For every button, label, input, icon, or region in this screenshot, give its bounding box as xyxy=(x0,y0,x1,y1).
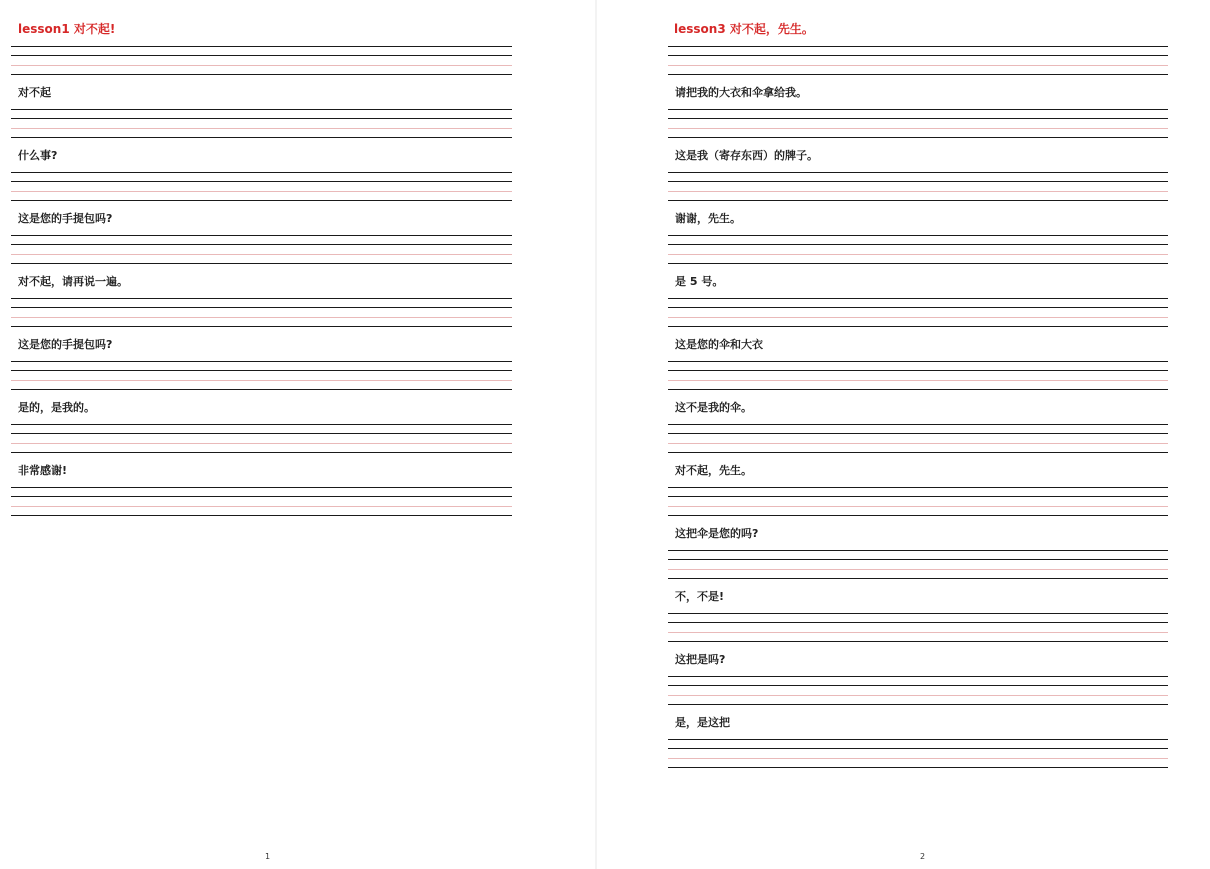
sentence: 这是您的手提包吗? xyxy=(18,338,113,351)
line-group xyxy=(668,361,1168,424)
line-group xyxy=(11,361,512,424)
line-group xyxy=(668,235,1168,298)
sentence: 这不是我的伞。 xyxy=(675,401,752,414)
page-number: 2 xyxy=(920,852,926,861)
page-gutter xyxy=(595,0,597,869)
lesson-title: lesson3 对不起，先生。 xyxy=(674,22,814,36)
line-group xyxy=(11,424,512,487)
sentence: 是，是这把 xyxy=(675,716,730,729)
line-group xyxy=(668,424,1168,487)
line-group xyxy=(11,46,512,109)
line-group xyxy=(668,739,1168,802)
sentence: 对不起，请再说一遍。 xyxy=(18,275,128,288)
sentence: 这是您的伞和大衣 xyxy=(675,338,763,351)
writing-lines xyxy=(668,46,1168,802)
line-group xyxy=(668,298,1168,361)
line-group xyxy=(11,487,512,550)
sentence: 什么事? xyxy=(18,149,58,162)
line-group xyxy=(11,109,512,172)
sentence: 谢谢，先生。 xyxy=(675,212,741,225)
line-group xyxy=(668,613,1168,676)
lesson-title: lesson1 对不起! xyxy=(18,22,116,36)
page-2 xyxy=(598,0,1210,869)
sentence: 不，不是! xyxy=(675,590,725,603)
line-group xyxy=(668,172,1168,235)
sentence: 对不起，先生。 xyxy=(675,464,752,477)
line-group xyxy=(668,46,1168,109)
line-group xyxy=(668,109,1168,172)
sentence: 这是我（寄存东西）的牌子。 xyxy=(675,149,818,162)
sentence: 对不起 xyxy=(18,86,51,99)
sentence: 非常感谢! xyxy=(18,464,68,477)
line-group xyxy=(668,676,1168,739)
page-1 xyxy=(0,0,596,869)
sentence: 这把伞是您的吗? xyxy=(675,527,759,540)
line-group xyxy=(668,487,1168,550)
writing-lines xyxy=(11,46,512,550)
line-group xyxy=(11,298,512,361)
line-group xyxy=(11,235,512,298)
line-group xyxy=(11,172,512,235)
sentence: 这是您的手提包吗? xyxy=(18,212,113,225)
sentence: 是的，是我的。 xyxy=(18,401,95,414)
sentence: 请把我的大衣和伞拿给我。 xyxy=(675,86,807,99)
sentence: 这把是吗? xyxy=(675,653,726,666)
sentence: 是 5 号。 xyxy=(675,275,724,288)
line-group xyxy=(668,550,1168,613)
page-number: 1 xyxy=(265,852,271,861)
